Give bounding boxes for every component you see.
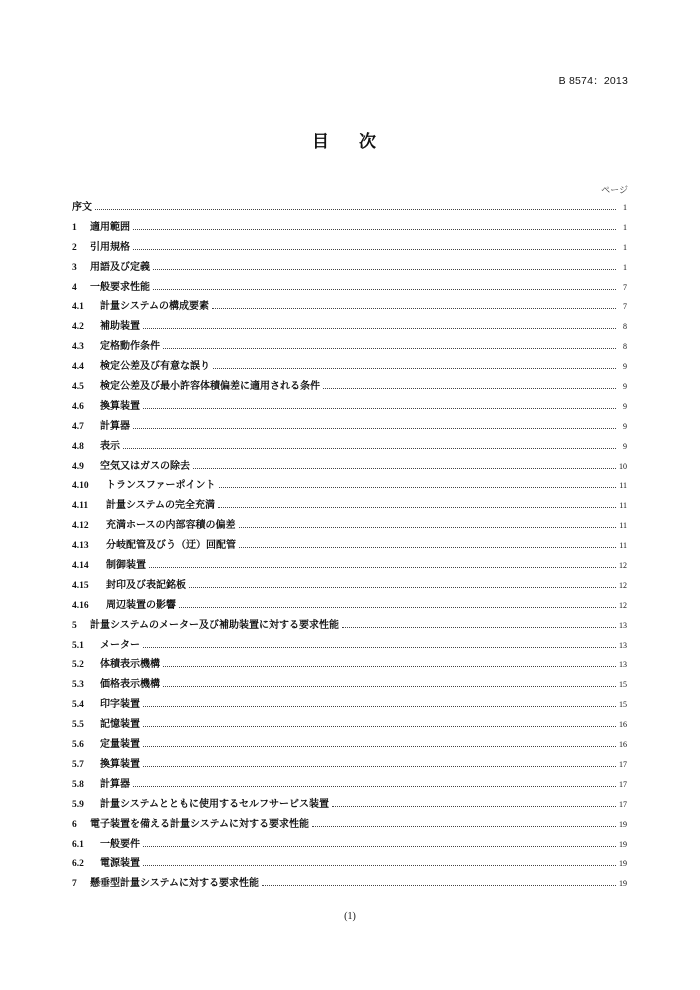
toc-entry-number: 5.8 bbox=[72, 779, 84, 790]
toc-entry[interactable] bbox=[72, 576, 627, 596]
dot-leader bbox=[143, 765, 616, 767]
toc-entry[interactable] bbox=[72, 496, 627, 516]
toc-entry-page: 1 bbox=[623, 203, 627, 212]
toc-entry-page: 10 bbox=[619, 461, 627, 471]
toc-entry-title: 適用範囲 bbox=[90, 221, 130, 233]
toc-entry-page: 13 bbox=[619, 660, 627, 670]
toc-entry-title: 体積表示機構 bbox=[100, 659, 160, 671]
toc-entry-number: 5.6 bbox=[72, 740, 84, 751]
dot-leader bbox=[143, 725, 616, 727]
standard-code: B 8574：2013 bbox=[558, 75, 628, 87]
dot-leader bbox=[143, 864, 616, 866]
toc-entry-title: 換算装置 bbox=[100, 400, 140, 412]
dot-leader bbox=[163, 347, 616, 349]
toc-entry-number: 4.11 bbox=[72, 501, 89, 512]
toc-entry-title: 引用規格 bbox=[90, 241, 130, 253]
toc-entry[interactable] bbox=[72, 675, 627, 695]
toc-entry[interactable] bbox=[72, 556, 627, 576]
toc-entry[interactable] bbox=[72, 854, 627, 874]
toc-entry-number: 5 bbox=[72, 620, 77, 631]
toc-entry-title: 一般要件 bbox=[100, 838, 140, 850]
dot-leader bbox=[143, 845, 616, 847]
dot-leader bbox=[213, 367, 616, 369]
toc-entry[interactable] bbox=[72, 596, 627, 616]
page-column-label: ページ bbox=[601, 186, 628, 196]
toc-entry-number: 4.8 bbox=[72, 441, 84, 452]
toc-entry-number: 7 bbox=[72, 879, 77, 890]
toc-entry[interactable] bbox=[72, 198, 627, 218]
toc-entry-number: 5.2 bbox=[72, 660, 84, 671]
toc-entry-page: 19 bbox=[619, 859, 627, 869]
toc-entry-title: 懸垂型計量システムに対する要求性能 bbox=[90, 878, 259, 890]
dot-leader bbox=[342, 626, 616, 628]
toc-entry-title: 表示 bbox=[100, 440, 120, 452]
toc-entry-title: 制御装置 bbox=[106, 560, 146, 572]
toc-entry-number: 4.2 bbox=[72, 322, 84, 333]
toc-entry-number: 5.1 bbox=[72, 640, 84, 651]
toc-entry-title: 定格動作条件 bbox=[100, 341, 160, 353]
toc-entry[interactable] bbox=[72, 218, 627, 238]
toc-entry[interactable] bbox=[72, 755, 627, 775]
toc-entry[interactable] bbox=[72, 258, 627, 278]
toc-entry-title: 記憶装置 bbox=[100, 719, 140, 731]
toc-entry[interactable] bbox=[72, 357, 627, 377]
toc-entry-page: 17 bbox=[619, 799, 627, 809]
toc-entry-title: 価格表示機構 bbox=[100, 679, 160, 691]
toc-entry-page: 16 bbox=[619, 720, 627, 730]
dot-leader bbox=[219, 486, 617, 488]
toc-entry-page: 15 bbox=[619, 680, 627, 690]
toc-entry[interactable] bbox=[72, 695, 627, 715]
dot-leader bbox=[133, 427, 616, 429]
toc-entry-number: 4.5 bbox=[72, 382, 84, 393]
toc-entry-number: 2 bbox=[72, 242, 77, 253]
toc-entry-title: 計算器 bbox=[100, 420, 130, 432]
toc-entry-title: 検定公差及び最小許容体積偏差に適用される条件 bbox=[100, 381, 320, 393]
toc-entry-number: 4 bbox=[72, 282, 77, 293]
toc-entry-number: 5.3 bbox=[72, 680, 84, 691]
toc-entry-number: 4.7 bbox=[72, 421, 84, 432]
toc-entry-number: 4.10 bbox=[72, 481, 89, 492]
dot-leader bbox=[163, 685, 616, 687]
dot-leader bbox=[239, 526, 617, 528]
toc-entry-page: 13 bbox=[619, 620, 627, 630]
toc-entry-title: 印字装置 bbox=[100, 699, 140, 711]
dot-leader bbox=[153, 268, 616, 270]
toc-entry-page: 1 bbox=[623, 242, 627, 252]
toc-entry-title: 用語及び定義 bbox=[90, 261, 150, 273]
dot-leader bbox=[163, 665, 616, 667]
toc-entry-number: 6 bbox=[72, 819, 77, 830]
toc-entry-title: 序文 bbox=[72, 202, 92, 213]
toc-entry-page: 8 bbox=[623, 342, 627, 352]
toc-entry[interactable] bbox=[72, 536, 627, 556]
toc-entry-title: トランスファーポイント bbox=[106, 480, 216, 492]
toc-entry-page: 9 bbox=[623, 382, 627, 392]
toc-entry-page: 7 bbox=[623, 282, 627, 292]
toc-entry-title: 検定公差及び有意な誤り bbox=[100, 361, 210, 373]
dot-leader bbox=[212, 307, 616, 309]
dot-leader bbox=[193, 467, 616, 469]
dot-leader bbox=[262, 884, 616, 886]
toc-entry-page: 19 bbox=[619, 819, 627, 829]
toc-entry-page: 16 bbox=[619, 740, 627, 750]
dot-leader bbox=[133, 228, 616, 230]
toc-entry-number: 4.6 bbox=[72, 401, 84, 412]
toc-entry-title: 計量システムとともに使用するセルフサービス装置 bbox=[100, 798, 329, 810]
toc-entry-page: 9 bbox=[623, 441, 627, 451]
toc-entry-title: 計量システムの完全充満 bbox=[106, 500, 215, 512]
toc-entry-number: 4.16 bbox=[72, 600, 89, 611]
dot-leader bbox=[143, 646, 616, 648]
page-title: 目 次 bbox=[312, 132, 388, 152]
toc-entry[interactable] bbox=[72, 616, 627, 636]
toc-entry-number: 1 bbox=[72, 222, 77, 233]
dot-leader bbox=[95, 208, 616, 210]
toc-entry-title: 分岐配管及びう（迂）回配管 bbox=[106, 540, 236, 552]
toc-entry-page: 13 bbox=[619, 640, 627, 650]
toc-entry-page: 12 bbox=[619, 561, 627, 571]
toc-entry[interactable] bbox=[72, 874, 627, 894]
toc-entry-page: 19 bbox=[619, 879, 627, 889]
toc-entry-title: 計算器 bbox=[100, 778, 130, 790]
toc-entry-page: 11 bbox=[619, 481, 627, 491]
toc-entry-number: 6.2 bbox=[72, 859, 84, 870]
toc-entry-number: 4.14 bbox=[72, 561, 89, 572]
toc-entry-number: 5.7 bbox=[72, 759, 84, 770]
toc-entry-page: 19 bbox=[619, 839, 627, 849]
dot-leader bbox=[133, 248, 616, 250]
toc-entry-page: 7 bbox=[623, 302, 627, 312]
toc-entry[interactable] bbox=[72, 397, 627, 417]
toc-entry-page: 11 bbox=[619, 521, 627, 531]
toc-entry[interactable] bbox=[72, 516, 627, 536]
toc-entry-page: 17 bbox=[619, 759, 627, 769]
toc-entry-page: 11 bbox=[619, 541, 627, 551]
toc-entry-page: 17 bbox=[619, 779, 627, 789]
toc-entry-title: 電源装置 bbox=[100, 858, 140, 870]
toc-entry-page: 12 bbox=[619, 600, 627, 610]
toc-entry[interactable] bbox=[72, 835, 627, 855]
toc-entry-title: 補助装置 bbox=[100, 321, 140, 333]
toc-entry-title: 計量システムの構成要素 bbox=[100, 301, 209, 313]
toc-entry-number: 4.4 bbox=[72, 362, 84, 373]
toc-entry-page: 15 bbox=[619, 700, 627, 710]
toc-entry-number: 5.4 bbox=[72, 700, 84, 711]
dot-leader bbox=[143, 407, 616, 409]
toc-entry-number: 3 bbox=[72, 262, 77, 273]
toc-entry-number: 5.5 bbox=[72, 720, 84, 731]
toc-entry[interactable] bbox=[72, 775, 627, 795]
dot-leader bbox=[143, 705, 616, 707]
toc-entry[interactable] bbox=[72, 417, 627, 437]
toc-entry-page: 1 bbox=[623, 222, 627, 232]
dot-leader bbox=[149, 566, 616, 568]
toc-entry[interactable] bbox=[72, 337, 627, 357]
toc-entry-title: 計量システムのメーター及び補助装置に対する要求性能 bbox=[90, 619, 339, 631]
toc-entry-title: 電子装置を備える計量システムに対する要求性能 bbox=[90, 818, 309, 830]
toc-entry[interactable] bbox=[72, 437, 627, 457]
toc-entry-page: 11 bbox=[619, 501, 627, 511]
page-number: (1) bbox=[344, 911, 356, 922]
toc-entry[interactable] bbox=[72, 636, 627, 656]
dot-leader bbox=[239, 546, 616, 548]
toc-entry-title: 定量装置 bbox=[100, 739, 140, 751]
table-of-contents bbox=[72, 198, 627, 894]
toc-entry[interactable] bbox=[72, 297, 627, 317]
dot-leader bbox=[332, 805, 616, 807]
toc-entry-title: 空気又はガスの除去 bbox=[100, 460, 190, 472]
dot-leader bbox=[179, 606, 616, 608]
toc-entry-number: 4.9 bbox=[72, 461, 84, 472]
toc-entry-number: 5.9 bbox=[72, 799, 84, 810]
toc-entry[interactable] bbox=[72, 238, 627, 258]
toc-entry-page: 1 bbox=[623, 262, 627, 272]
toc-entry[interactable] bbox=[72, 715, 627, 735]
toc-entry[interactable] bbox=[72, 377, 627, 397]
dot-leader bbox=[312, 825, 616, 827]
dot-leader bbox=[143, 327, 616, 329]
toc-entry[interactable] bbox=[72, 735, 627, 755]
toc-entry-title: 充満ホースの内部容積の偏差 bbox=[106, 520, 236, 532]
toc-entry-page: 8 bbox=[623, 322, 627, 332]
toc-entry[interactable] bbox=[72, 795, 627, 815]
toc-entry[interactable] bbox=[72, 278, 627, 298]
dot-leader bbox=[123, 447, 616, 449]
toc-entry-number: 4.1 bbox=[72, 302, 84, 313]
toc-entry-title: 封印及び表記銘板 bbox=[106, 579, 186, 591]
toc-entry[interactable] bbox=[72, 457, 627, 477]
toc-entry-number: 4.12 bbox=[72, 521, 89, 532]
toc-entry-number: 4.15 bbox=[72, 580, 89, 591]
toc-entry-title: 換算装置 bbox=[100, 758, 140, 770]
toc-entry-number: 4.3 bbox=[72, 342, 84, 353]
dot-leader bbox=[143, 745, 616, 747]
toc-entry[interactable] bbox=[72, 655, 627, 675]
toc-entry[interactable] bbox=[72, 815, 627, 835]
dot-leader bbox=[189, 586, 616, 588]
dot-leader bbox=[218, 506, 616, 508]
toc-entry-page: 9 bbox=[623, 401, 627, 411]
dot-leader bbox=[133, 785, 616, 787]
toc-entry-number: 6.1 bbox=[72, 839, 84, 850]
dot-leader bbox=[323, 387, 616, 389]
toc-entry[interactable] bbox=[72, 317, 627, 337]
toc-entry-title: 一般要求性能 bbox=[90, 281, 150, 293]
toc-entry-page: 9 bbox=[623, 362, 627, 372]
toc-entry-number: 4.13 bbox=[72, 541, 89, 552]
toc-entry-title: 周辺装置の影響 bbox=[106, 599, 176, 611]
toc-entry-page: 9 bbox=[623, 421, 627, 431]
toc-entry-page: 12 bbox=[619, 580, 627, 590]
toc-entry-title: メーター bbox=[100, 639, 140, 651]
toc-entry[interactable] bbox=[72, 476, 627, 496]
dot-leader bbox=[153, 288, 616, 290]
